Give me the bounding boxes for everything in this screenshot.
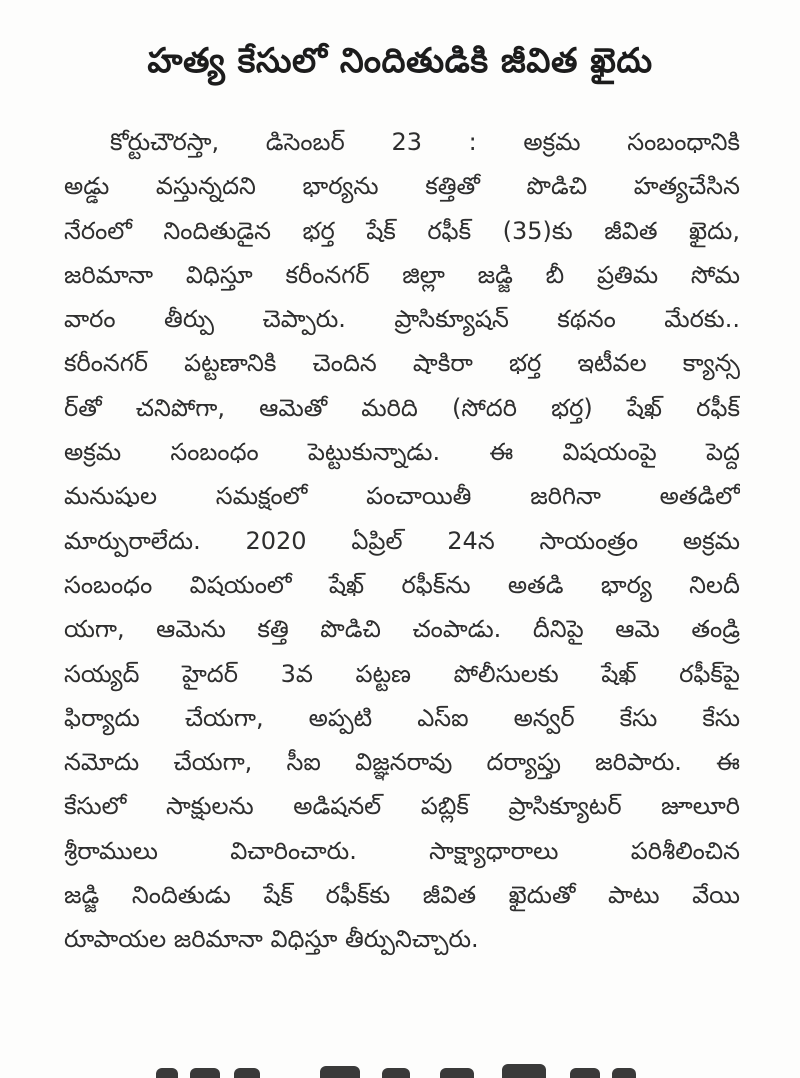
- article-line: శ్రీరాములు విచారించారు. సాక్ష్యాధారాలు పరిశీలించిన: [64, 836, 740, 865]
- article-line: జడ్జి నిందితుడు షేక్ రఫీక్‌కు జీవిత ఖైదుతో పాటు వేయి: [64, 881, 740, 910]
- article-line: సయ్యద్ హైదర్ 3వ పట్టణ పోలీసులకు షేఖ్ రఫీక్‌పై: [64, 659, 740, 688]
- cutoff-next-headline: [150, 1060, 650, 1078]
- article-line: ర్‌తో చనిపోగా, ఆమెతో మరిది (సోదరి భర్త) షేఖ్ రఫీక్: [64, 393, 740, 422]
- article-line: నమోదు చేయగా, సీఐ విజ్ఞనరావు దర్యాప్తు జరిపారు. ఈ: [64, 748, 740, 777]
- article-line: మనుషుల సమక్షంలో పంచాయితీ జరిగినా అతడిలో: [64, 482, 740, 511]
- article-line: కేసులో సాక్షులను అడిషనల్ పబ్లిక్ ప్రాసిక్యూటర్ జూలూరి: [64, 792, 740, 821]
- article-line: మార్పురాలేదు. 2020 ఏప్రిల్ 24న సాయంత్రం అక్రమ: [64, 526, 740, 555]
- article-body: [64, 120, 740, 962]
- article-line: రూపాయల జరిమానా విధిస్తూ తీర్పునిచ్చారు.: [64, 925, 479, 954]
- article-line: కోర్టుచౌరస్తా, డిసెంబర్ 23 : అక్రమ సంబంధానికి: [110, 128, 740, 156]
- article-line: జరిమానా విధిస్తూ కరీంనగర్ జిల్లా జడ్జి బీ ప్రతిమ సోమ: [64, 260, 740, 289]
- article-line: అడ్డు వస్తున్నదని భార్యను కత్తితో పొడిచి హత్యచేసిన: [64, 172, 740, 201]
- article-line: అక్రమ సంబంధం పెట్టుకున్నాడు. ఈ విషయంపై పెద్ద: [64, 438, 740, 467]
- article-line: వారం తీర్పు చెప్పారు. ప్రాసిక్యూషన్ కథనం మేరకు..: [64, 305, 740, 334]
- article-line: కరీంనగర్ పట్టణానికి చెందిన షాకిరా భర్త ఇటీవల క్యాన్స: [64, 349, 740, 378]
- article-line: ఫిర్యాదు చేయగా, అప్పటి ఎస్ఐ అన్వర్ కేసు కేసు: [64, 703, 740, 732]
- headline: హత్య కేసులో నిందితుడికి జీవిత ఖైదు: [147, 41, 653, 81]
- article-line: నేరంలో నిందితుడైన భర్త షేక్ రఫీక్ (35)కు జీవిత ఖైదు,: [64, 216, 740, 245]
- article-line: యగా, ఆమెను కత్తి పొడిచి చంపాడు. దీనిపై ఆమె తండ్రి: [64, 615, 740, 644]
- article-line: సంబంధం విషయంలో షేఖ్ రఫీక్‌ను అతడి భార్య నిలదీ: [64, 570, 740, 599]
